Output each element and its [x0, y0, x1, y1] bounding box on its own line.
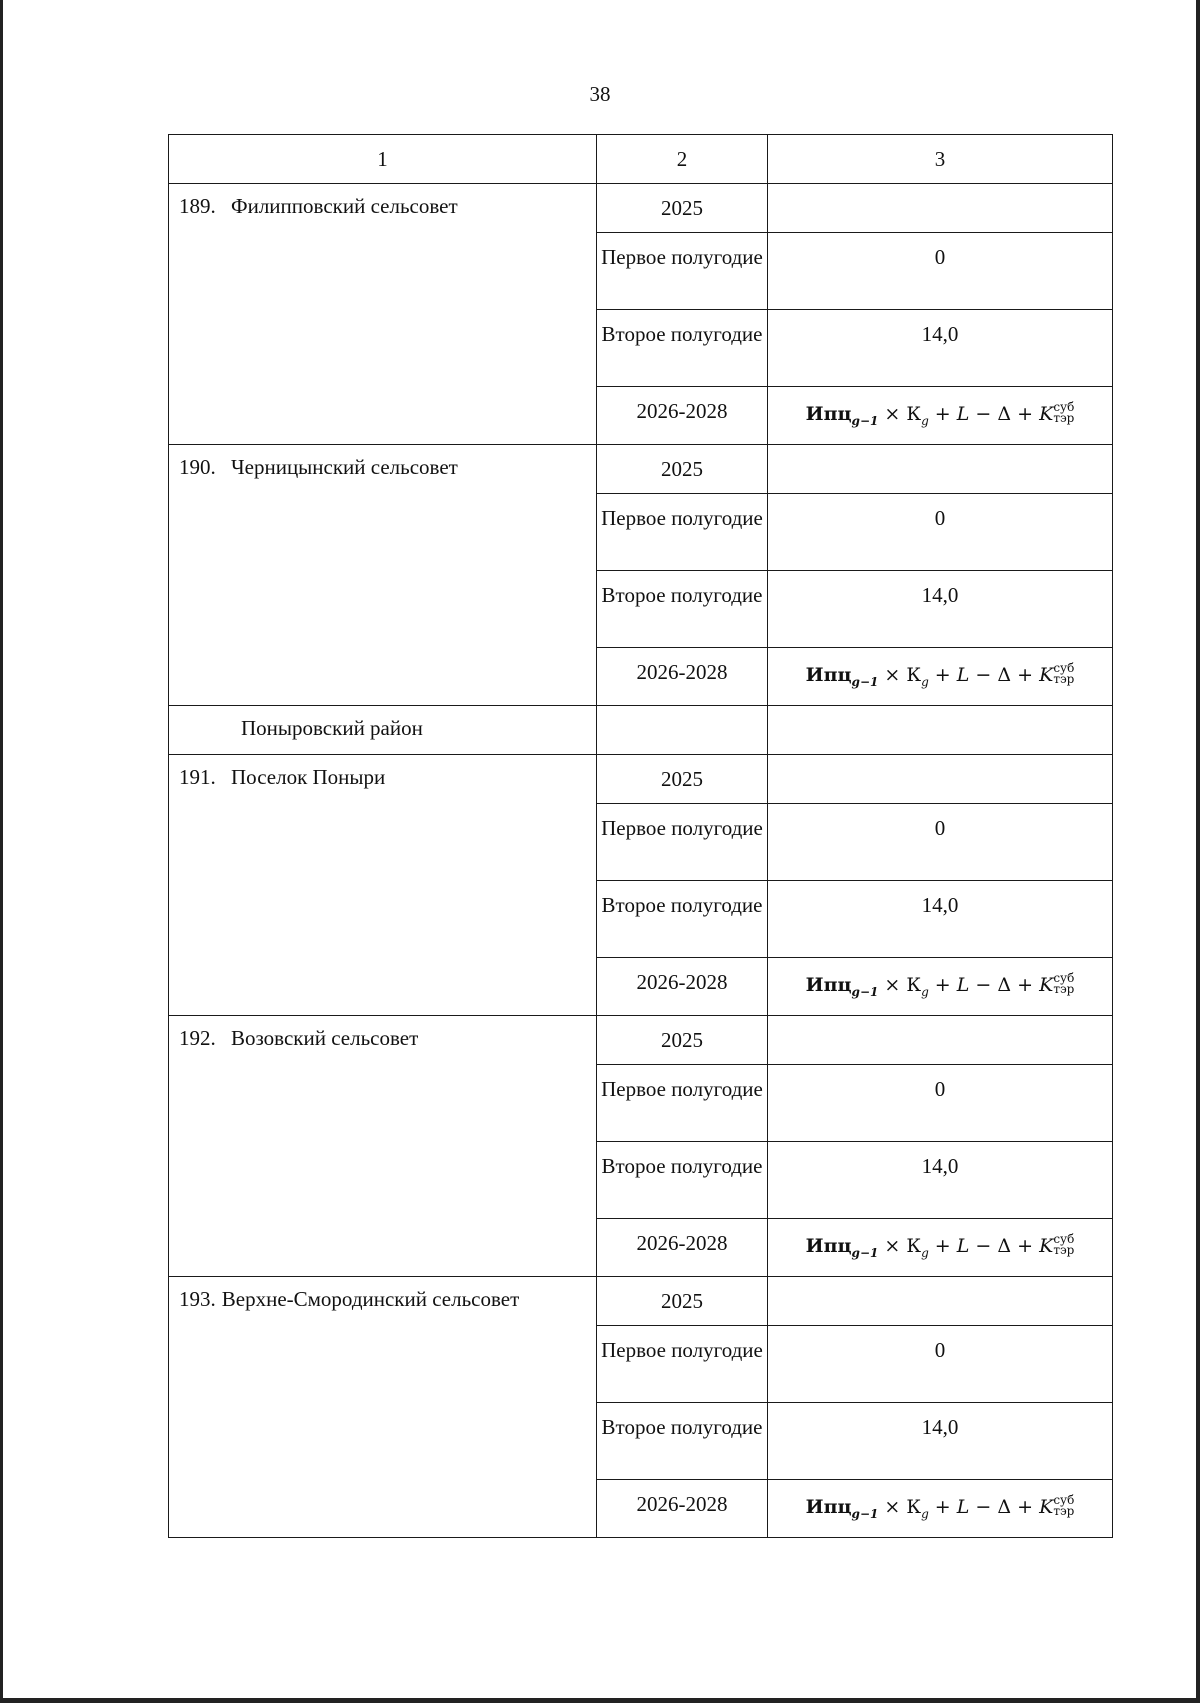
future-period: 2026-2028: [597, 648, 768, 706]
second-half-label: Второе полугодие: [597, 1142, 768, 1219]
year-row: [169, 1016, 1113, 1065]
second-half-value: 14,0: [768, 881, 1113, 958]
settlement-name: [169, 1016, 596, 1051]
formula-cell: [768, 648, 1113, 706]
year-row: [169, 755, 1113, 804]
district-cell: [169, 706, 597, 755]
settlement-name: [169, 1277, 596, 1312]
index-formula: $Ипц_{g-1} \times К_g + L - \Delta + K$ суб тэр: [805, 400, 1075, 428]
header-col2: 2: [597, 135, 768, 184]
settlement-label: Возовский сельсовет: [231, 1026, 419, 1050]
settlement-label: Филипповский сельсовет: [231, 194, 458, 218]
settlement-cell: [169, 1016, 597, 1277]
row-number: 189.: [179, 194, 216, 218]
future-period: 2026-2028: [597, 1219, 768, 1277]
first-half-value: 0: [768, 1065, 1113, 1142]
header-col1: 1: [169, 135, 597, 184]
row-number: 191.: [179, 765, 216, 789]
table-body: [169, 135, 1113, 1538]
district-col2: [597, 706, 768, 755]
future-period: 2026-2028: [597, 387, 768, 445]
index-formula: $Ипц_{g-1} \times К_g + L - \Delta + K$ суб тэр: [805, 1493, 1075, 1521]
first-half-label: Первое полугодие: [597, 233, 768, 310]
first-half-label: Первое полугодие: [597, 804, 768, 881]
future-period: 2026-2028: [597, 1480, 768, 1538]
settlement-cell: [169, 755, 597, 1016]
settlement-name: [169, 184, 596, 219]
settlement-label: Верхне-Смородинский сельсовет: [221, 1287, 520, 1311]
header-col3: 3: [768, 135, 1113, 184]
formula-cell: [768, 958, 1113, 1016]
first-half-label: Первое полугодие: [597, 494, 768, 571]
second-half-label: Второе полугодие: [597, 571, 768, 648]
first-half-label: Первое полугодие: [597, 1326, 768, 1403]
future-period: 2026-2028: [597, 958, 768, 1016]
second-half-label: Второе полугодие: [597, 310, 768, 387]
second-half-value: 14,0: [768, 310, 1113, 387]
year-row: [169, 1277, 1113, 1326]
settlement-name: [169, 445, 596, 480]
settlement-name: [169, 755, 596, 790]
district-name: Поныровский район: [241, 716, 423, 740]
settlement-label: Черницынский сельсовет: [231, 455, 458, 479]
year-cell: 2025: [597, 755, 768, 804]
formula-cell: [768, 1480, 1113, 1538]
settlement-cell: [169, 1277, 597, 1538]
page-number: 38: [589, 82, 611, 106]
district-col3: [768, 706, 1113, 755]
settlement-cell: [169, 445, 597, 706]
year-value-cell: [768, 755, 1113, 804]
index-formula: $Ипц_{g-1} \times К_g + L - \Delta + K$ суб тэр: [805, 971, 1075, 999]
first-half-label: Первое полугодие: [597, 1065, 768, 1142]
first-half-value: 0: [768, 233, 1113, 310]
year-cell: 2025: [597, 1016, 768, 1065]
row-number: 190.: [179, 455, 216, 479]
first-half-value: 0: [768, 1326, 1113, 1403]
year-value-cell: [768, 1016, 1113, 1065]
tariff-table: [168, 134, 1113, 1538]
header-row: [169, 135, 1113, 184]
year-row: [169, 184, 1113, 233]
year-row: [169, 445, 1113, 494]
formula-cell: [768, 387, 1113, 445]
second-half-value: 14,0: [768, 571, 1113, 648]
year-cell: 2025: [597, 184, 768, 233]
year-value-cell: [768, 184, 1113, 233]
second-half-value: 14,0: [768, 1142, 1113, 1219]
index-formula: $Ипц_{g-1} \times К_g + L - \Delta + K$ суб тэр: [805, 1232, 1075, 1260]
first-half-value: 0: [768, 804, 1113, 881]
second-half-label: Второе полугодие: [597, 1403, 768, 1480]
year-value-cell: [768, 1277, 1113, 1326]
scan-edge-bottom: [0, 1698, 1200, 1703]
year-value-cell: [768, 445, 1113, 494]
settlement-cell: [169, 184, 597, 445]
second-half-value: 14,0: [768, 1403, 1113, 1480]
year-cell: 2025: [597, 1277, 768, 1326]
year-cell: 2025: [597, 445, 768, 494]
row-number: 192.: [179, 1026, 216, 1050]
settlement-label: Поселок Поныри: [231, 765, 386, 789]
formula-cell: [768, 1219, 1113, 1277]
row-number: 193.: [179, 1287, 216, 1311]
scan-edge-left: [0, 0, 3, 1703]
second-half-label: Второе полугодие: [597, 881, 768, 958]
first-half-value: 0: [768, 494, 1113, 571]
scan-edge-right: [1196, 0, 1200, 1703]
index-formula: $Ипц_{g-1} \times К_g + L - \Delta + K$ суб тэр: [805, 661, 1075, 689]
district-row: [169, 706, 1113, 755]
